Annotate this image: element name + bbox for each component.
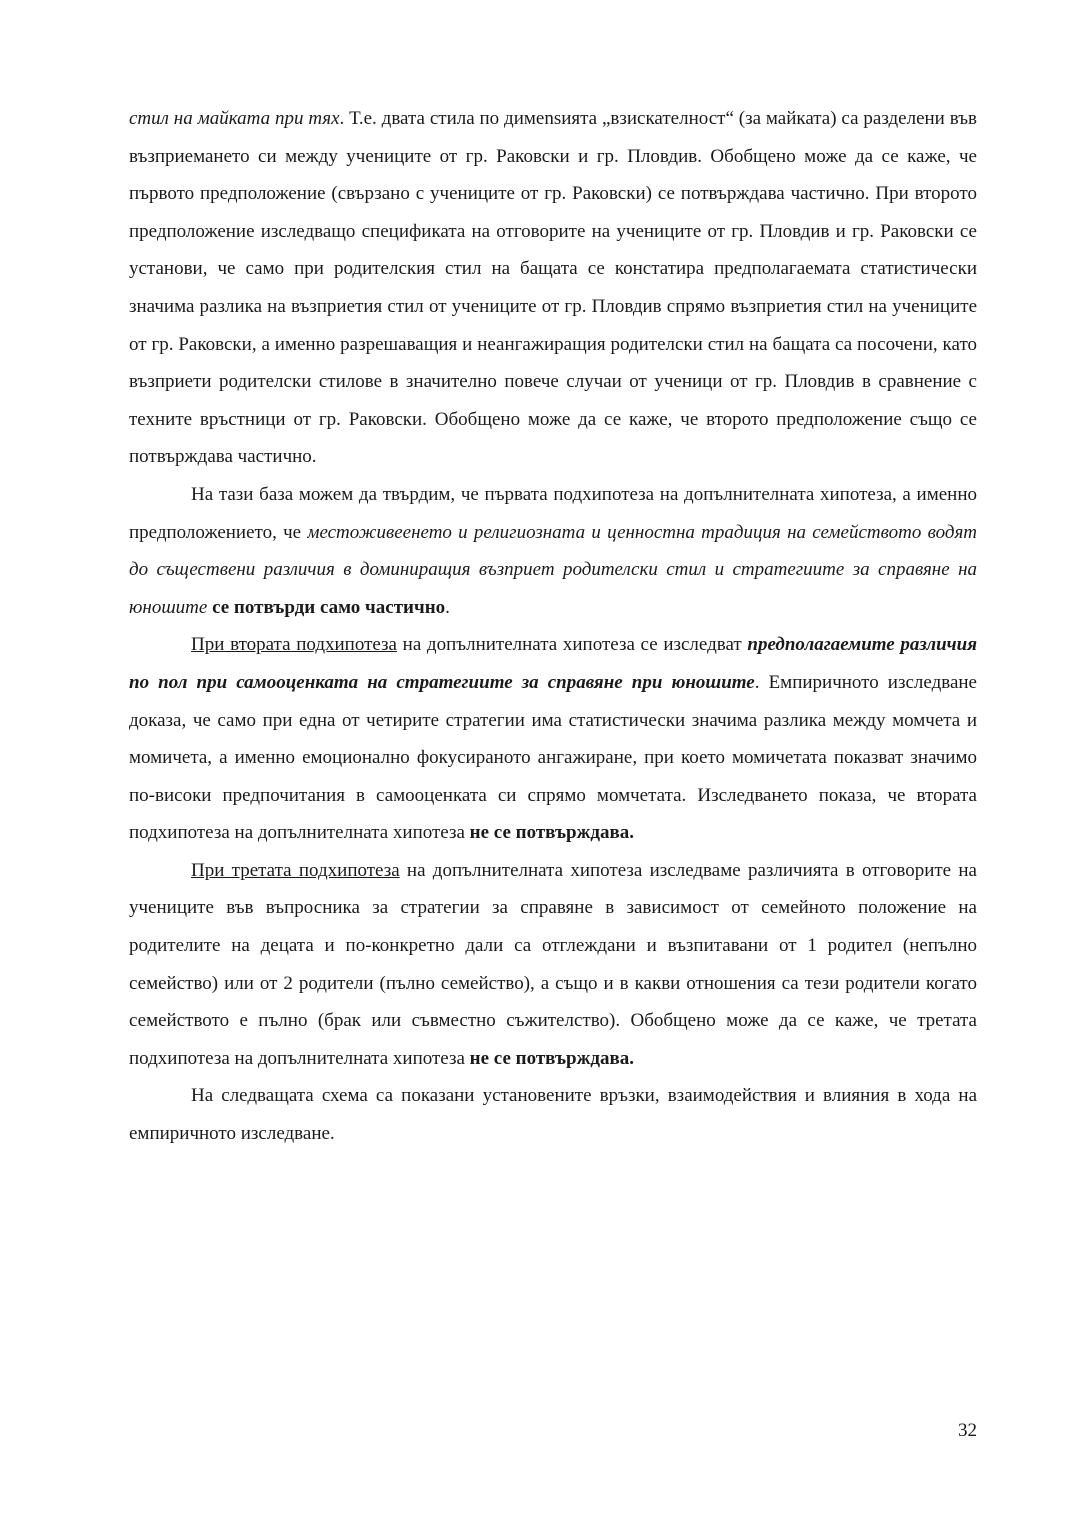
paragraph-4 — [129, 852, 977, 1078]
underlined-phrase: При третата подхипотеза — [191, 859, 400, 881]
paragraph-2 — [129, 476, 977, 626]
paragraph-text: . Емпиричното изследване доказа, че само при една от четирите стратегии има статистически значима разлика между момчета и момичета, а именно емоционално фокусираното ангажиране, при което момичетата показват значимо по-високи предпочитания в самооценката си спрямо момчетата. Изследването показа, че втората подхипотеза на допълнителната хипотеза — [129, 671, 977, 844]
underlined-phrase: При втората подхипотеза — [191, 634, 397, 656]
paragraph-text: на допълнителната хипотеза изследваме различията в отговорите на учениците във въпросника за стратегии за справяне в зависимост от семейното положение на родителите на децата и по-конкретно дали са отглеждани и възпитавани от 1 родител (непълно семейство) или от 2 родители (пълно семейство), а също и в какви отношения са тези родители когато семейството е пълно (брак или съвместно съжителство). Обобщено може да се каже, че третата подхипотеза на допълнителната хипотеза — [129, 859, 977, 1069]
body-text — [129, 100, 977, 1153]
paragraph-1 — [129, 100, 977, 476]
paragraph-3 — [129, 626, 977, 852]
paragraph-text: на допълнителната хипотеза се изследват — [396, 634, 748, 656]
paragraph-text: На следващата схема са показани установените връзки, взаимодействия и влияния в хода на емпиричното изследване. — [129, 1085, 977, 1145]
paragraph-text: . — [445, 596, 450, 618]
paragraph-text: . Т.е. двата стила по димensията „взискателност“ (за майката) са разделени във възприемането си между учениците от гр. Раковски и гр. Пловдив. Обобщено може да се каже, че първото предположение (свързано с учениците от гр. Раковски) се потвърждава частично. При второто предположение изследващо спецификата на отговорите на учениците от гр. Пловдив и гр. Раковски се установи, че само при родителския стил на бащата се констатира предполагаемата статистически значима разлика на възприетия стил от учениците от гр. Пловдив спрямо възприетия стил на учениците от гр. Раковски, а именно разрешаващия и неангажиращия родителски стил на бащата са посочени, като възприети родителски стилове в значително повече случаи от ученици от гр. Пловдив в сравнение с техните връстници от гр. Раковски. Обобщено може да се каже, че второто предположение също се потвърждава частично. — [129, 108, 978, 468]
italic-phrase: стил на майката при тях — [129, 108, 340, 129]
bold-italic-phrase: предполагаемите различия по пол при самооценката на стратегиите за справяне при юношите — [129, 634, 977, 693]
italic-phrase: местоживеенето и религиозната и ценностна традиция на семейството водят до съществени различия в доминиращия възприет родителски стил и стратегиите за справяне на юношите — [129, 521, 977, 618]
page-number: 32 — [958, 1420, 977, 1441]
bold-phrase: се потвърди само частично — [207, 596, 446, 618]
bold-phrase: не се потвърждава. — [469, 822, 634, 844]
bold-phrase: не се потвърждава. — [469, 1047, 634, 1069]
paragraph-text: На тази база можем да твърдим, че първата подхипотеза на допълнителната хипотеза, а именно предположението, че — [129, 483, 977, 543]
paragraph-5 — [129, 1077, 977, 1152]
